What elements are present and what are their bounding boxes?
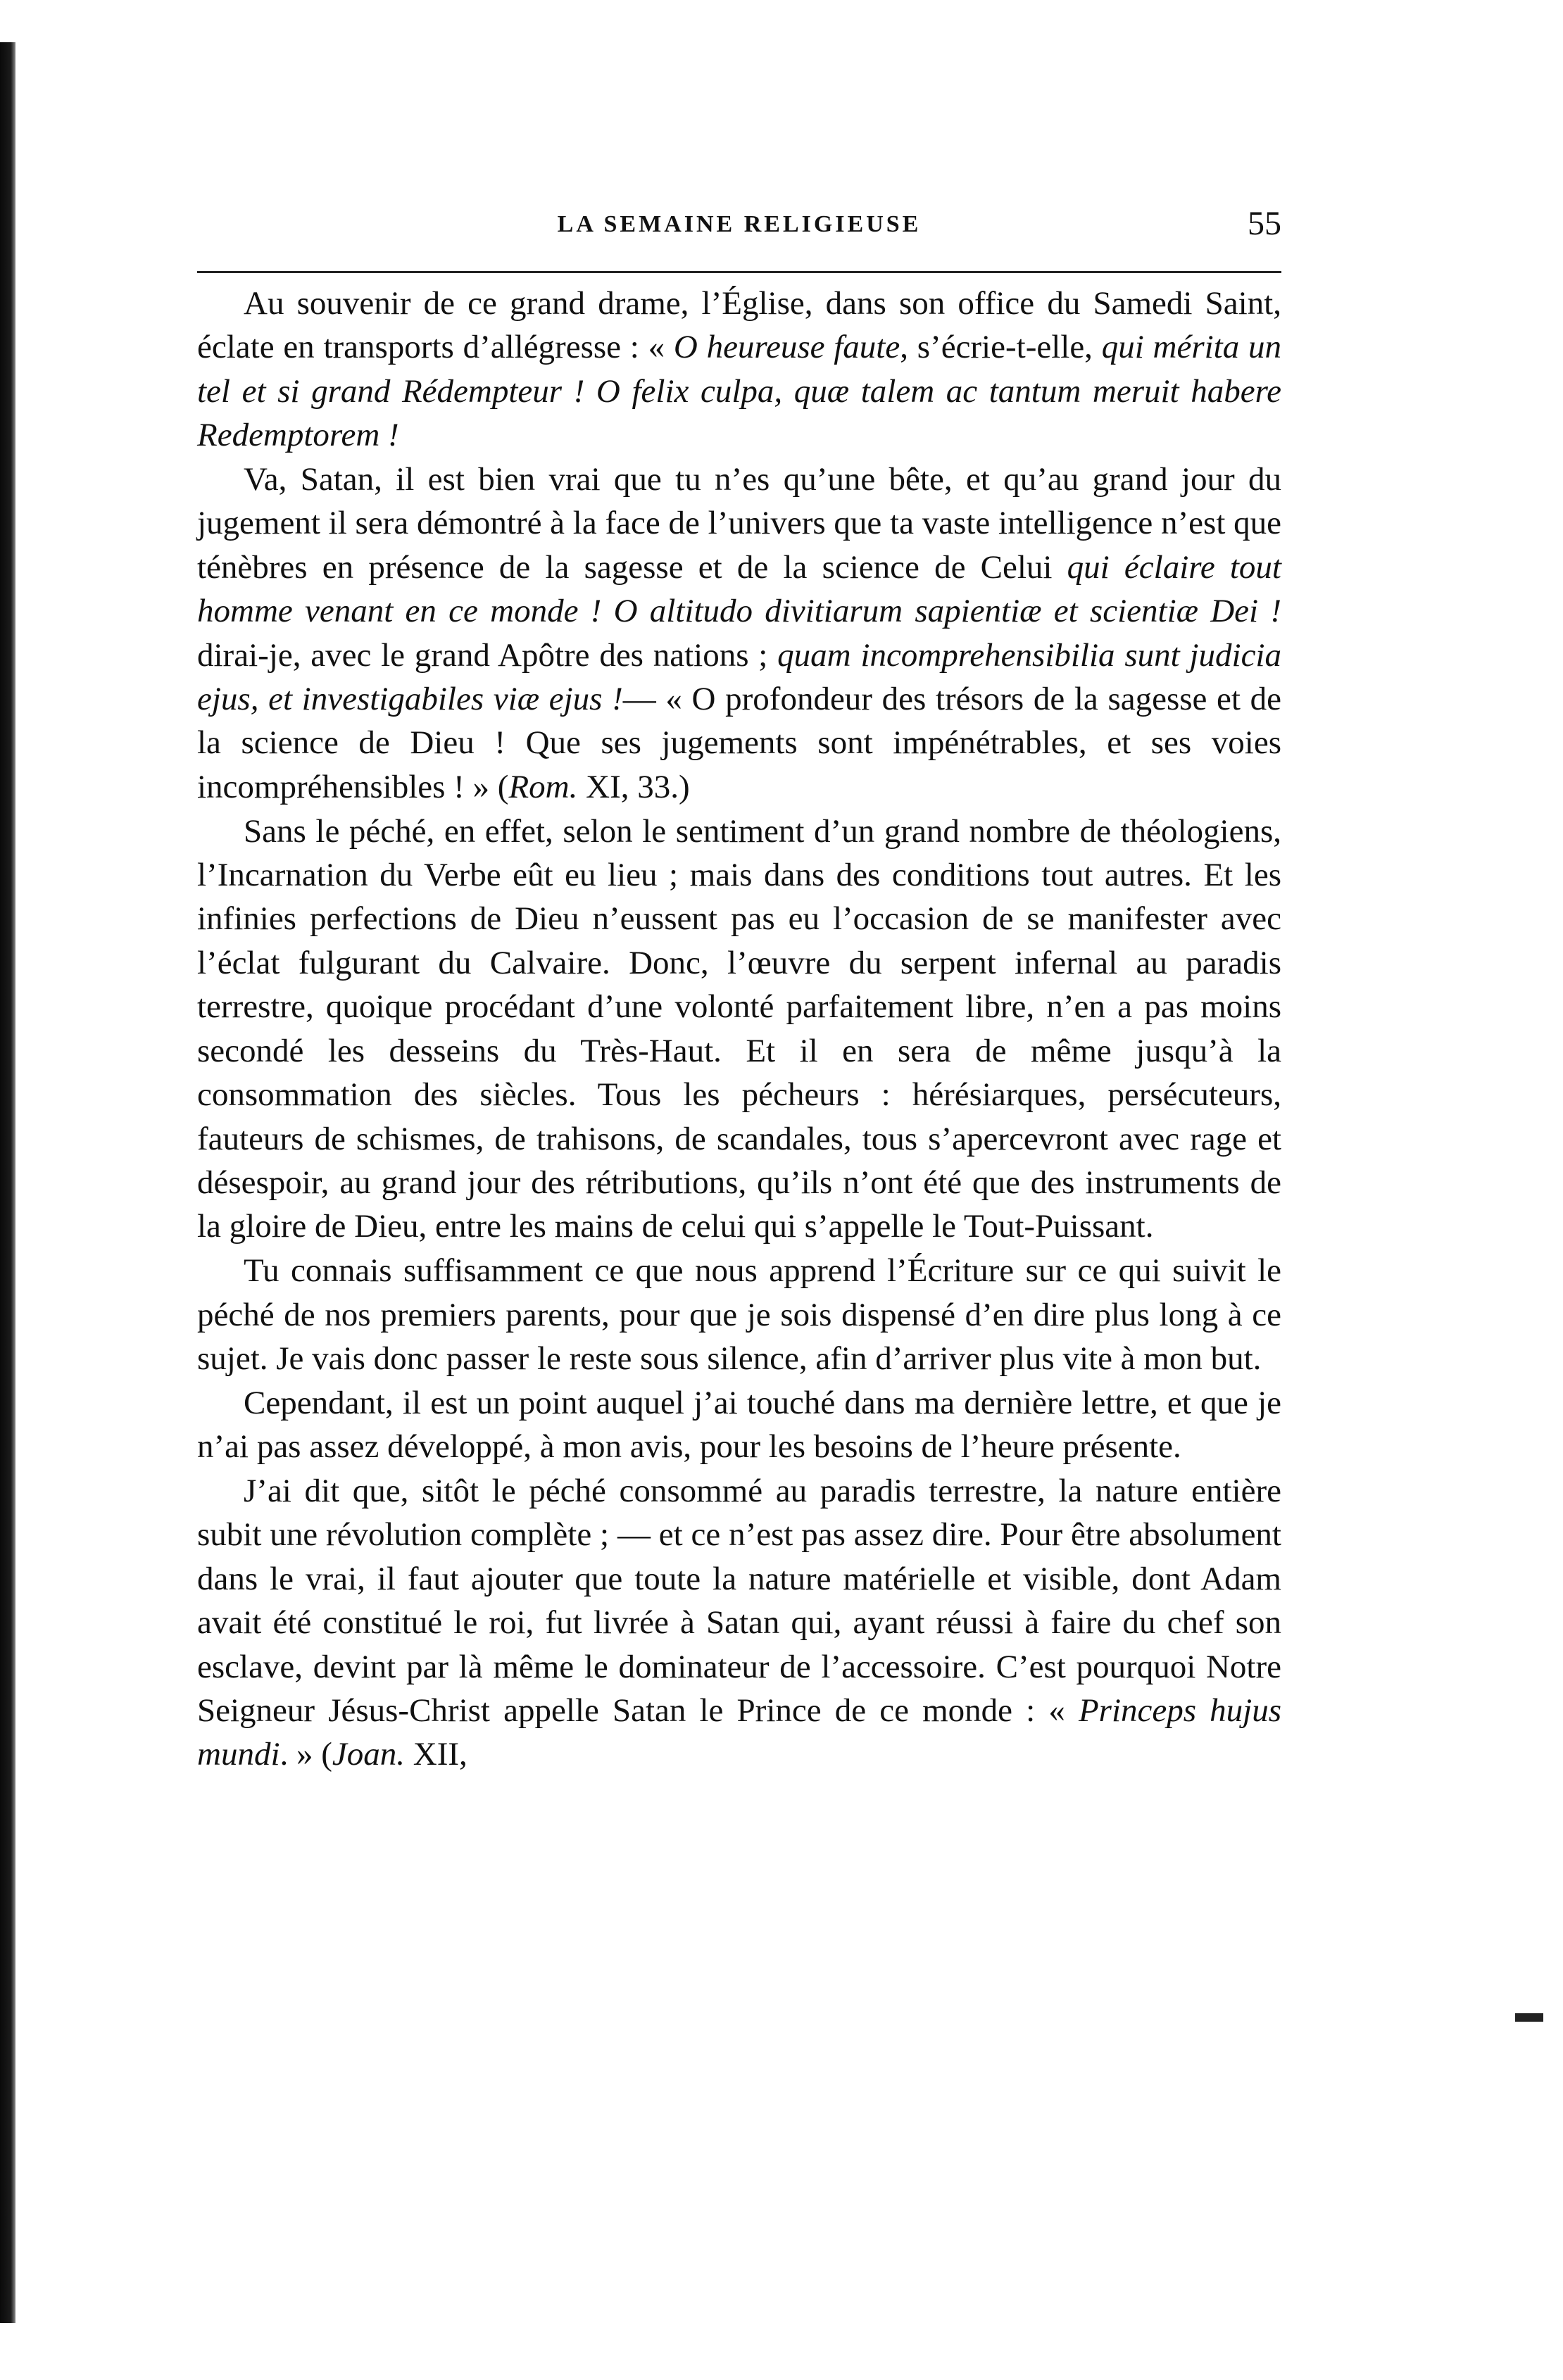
paragraph <box>197 282 1281 458</box>
page-number: 55 <box>1248 205 1281 242</box>
paragraph-text: dirai-je, avec le grand Apôtre des nations ; <box>197 636 778 674</box>
paragraph-text: J’ai dit que, sitôt le péché consommé au paradis terrestre, la nature entière subit une révolution complète ; — et ce n’est pas assez dire. Pour être absolument dans le vrai, il faut ajouter que toute la nature matérielle et visible, dont Adam avait été constitué le roi, fut livrée à Satan qui, ayant réussi à faire du chef son esclave, devint par là même le dominateur de l’accessoire. C’est pourquoi Notre Seigneur Jésus-Christ appelle Satan le Prince de ce monde : « <box>197 1472 1281 1729</box>
page-header <box>197 204 1281 267</box>
italic-phrase: O heureuse faute <box>673 329 900 366</box>
paragraph <box>197 1469 1281 1777</box>
page-body <box>197 282 1281 1777</box>
running-title: LA SEMAINE RELIGIEUSE <box>557 211 922 237</box>
paragraph-text: Va, Satan, il est bien vrai que tu n’es qu’une bête, et qu’au grand jour du jugement il sera démontré à la face de l’univers que ta vaste intelligence n’est que ténèbres en présence de la sagesse et de la science de Celui <box>197 461 1281 586</box>
citation-ref: XII, <box>405 1736 467 1773</box>
paragraph-text: — « O profondeur des trésors de la sagesse et de la science de Dieu ! Que ses jugements sont impénétrables, et ses voies incompréhensibles ! » ( <box>197 681 1281 805</box>
scan-edge-mark <box>1515 2013 1543 2022</box>
scan-edge-shadow <box>0 42 15 2323</box>
paragraph-text: . » ( <box>280 1736 332 1773</box>
paragraph: Sans le péché, en effet, selon le sentiment d’un grand nombre de théologiens, l’Incarnation du Verbe eût eu lieu ; mais dans des conditions tout autres. Et les infinies perfections de Dieu n’eussent pas eu l’occasion de se manifester avec l’éclat fulgurant du Calvaire. Donc, l’œuvre du serpent infernal au paradis terrestre, quoique procédant d’une volonté parfaitement libre, n’en a pas moins secondé les desseins du Très-Haut. Et il en sera de même jusqu’à la consommation des siècles. Tous les pécheurs : hérésiarques, persécuteurs, fauteurs de schismes, de trahisons, de scandales, tous s’apercevront avec rage et désespoir, au grand jour des rétributions, qu’ils n’ont été que des instruments de la gloire de Dieu, entre les mains de celui qui s’appelle le Tout-Puissant. <box>197 812 1281 1245</box>
paragraph <box>197 458 1281 809</box>
latin-quote: qui éclaire tout homme venant en ce monde ! O altitudo divitiarum sapientiæ et scientiæ Dei ! <box>197 548 1281 630</box>
latin-quote: quam incomprehensibilia sunt judicia ejus, et investigabiles viæ ejus ! <box>197 636 1281 718</box>
header-rule <box>197 271 1281 273</box>
latin-quote: Princeps hujus mundi <box>197 1692 1282 1773</box>
citation-ref: XI, 33.) <box>577 768 690 805</box>
paragraph-text: Au souvenir de ce grand drame, l’Église, dans son office du Samedi Saint, éclate en transports d’allégresse : « <box>197 285 1281 366</box>
citation-book: Joan. <box>332 1736 406 1773</box>
paragraph: Cependant, il est un point auquel j’ai touché dans ma dernière lettre, et que je n’ai pas assez développé, à mon avis, pour les besoins de l’heure présente. <box>197 1384 1281 1466</box>
latin-quote: qui mérita un tel et si grand Rédempteur ! O felix culpa, quæ talem ac tantum meruit habere Redemptorem ! <box>197 329 1281 454</box>
citation-book: Rom. <box>508 768 578 805</box>
paragraph-text: , s’écrie-t-elle, <box>900 329 1102 366</box>
paragraph: Tu connais suffisamment ce que nous apprend l’Écriture sur ce qui suivit le péché de nos premiers parents, pour que je sois dispensé d’en dire plus long à ce sujet. Je vais donc passer le reste sous silence, afin d’arriver plus vite à mon but. <box>197 1252 1281 1377</box>
